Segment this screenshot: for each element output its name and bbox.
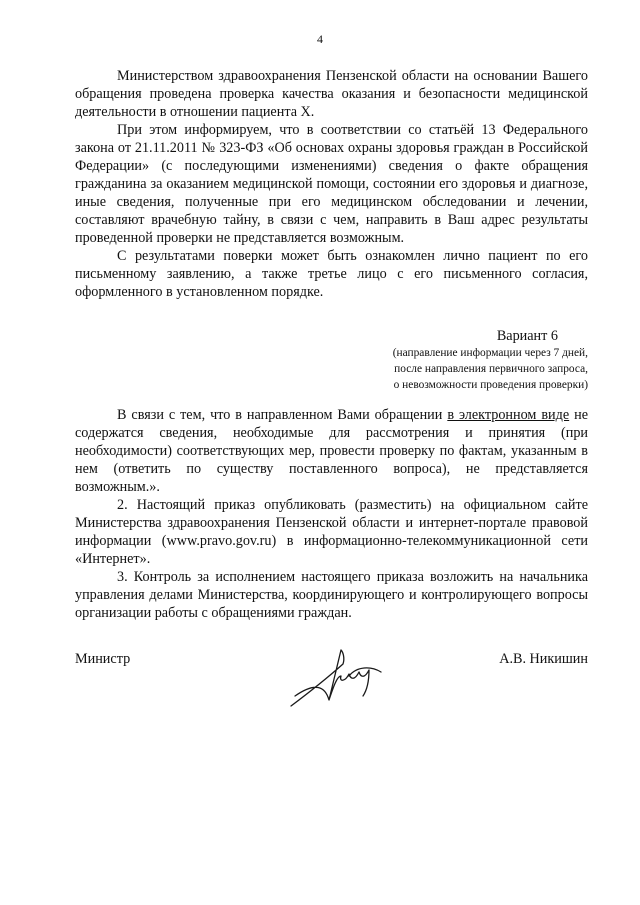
page-number: 4: [317, 32, 323, 46]
variant-note-line: (направление информации через 7 дней,: [392, 347, 588, 359]
paragraph-results-access: С результатами поверки может быть ознакомлен лично пациент по его письменному заявлению, а также третье лицо с его письменного согласия, оформленного в установленном порядке.: [75, 248, 588, 300]
signature-stroke: [291, 650, 381, 706]
text-segment: не содержатся сведения, необходимые для рассмотрения и принятия (при необходимости) соответствующих мер, провести проверку по фактам, указанным в нем (ответить по существу поставленного вопроса), не представляется возможным.».: [75, 407, 589, 495]
order-body-block: [75, 406, 588, 622]
variant-note-line: после направления первичного запроса,: [394, 363, 588, 375]
paragraph-medical-secrecy: При этом информируем, что в соответствии со статьёй 13 Федерального закона от 21.11.2011 № 323-ФЗ «Об основах охраны здоровья граждан в Российской Федерации» (с последующими изменениями) сведения о факте обращения гражданина за оказанием медицинской помощи, состоянии его здоровья и диагнозе, иные сведения, полученные при его медицинском обследовании и лечении, составляют врачебную тайну, в связи с чем, направить в Ваш адрес результаты проведенной проверки не представляется возможным.: [75, 122, 588, 246]
paragraph-inspection: Министерством здравоохранения Пензенской области на основании Вашего обращения проведена проверка качества оказания и безопасности медицинской деятельности в отношении пациента Х.: [75, 68, 588, 120]
signatory-position: Министр: [75, 651, 131, 667]
paragraph-control: 3. Контроль за исполнением настоящего приказа возложить на начальника управления делами Министерства, координирующего и контролирующего вопросы организации работы с обращениями граждан.: [75, 569, 588, 621]
variant-title: Вариант 6: [496, 328, 558, 344]
signatory-name: А.В. Никишин: [499, 651, 588, 667]
variant-heading: [393, 327, 588, 393]
handwritten-signature: [285, 636, 395, 716]
variant-note-line: о невозможности проведения проверки): [393, 379, 588, 391]
paragraph-electronic-appeal: [75, 406, 588, 496]
underlined-text: в электронном виде: [447, 407, 570, 423]
paragraph-publication: 2. Настоящий приказ опубликовать (разместить) на официальном сайте Министерства здравоохранения Пензенской области и интернет-портале правовой информации (www.pravo.gov.ru) в информационно-телекоммуникационной сети «Интернет».: [75, 497, 588, 567]
letter-body-block: [75, 67, 588, 301]
text-segment: В связи с тем, что в направленном Вами обращении: [117, 407, 448, 423]
